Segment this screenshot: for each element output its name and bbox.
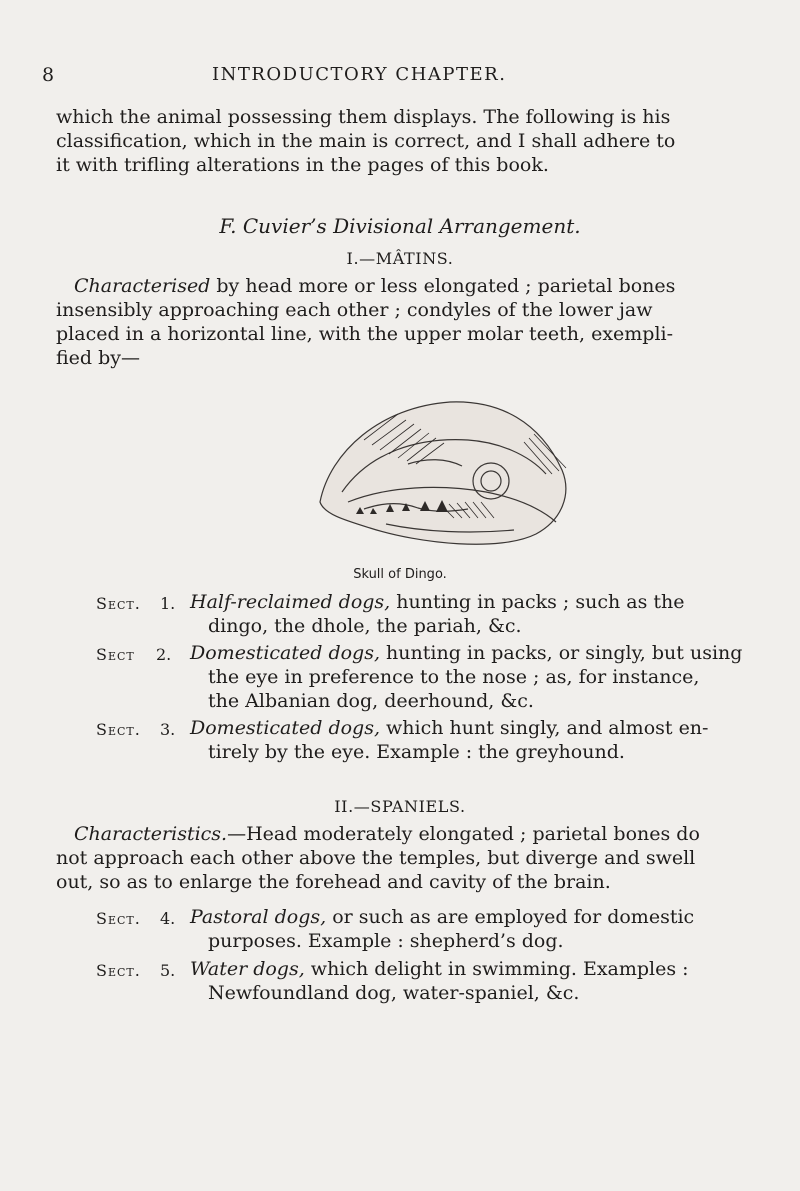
group2-desc-lead: Characteristics. <box>74 823 228 845</box>
section-1-line-2: dingo, the dhole, the pariah, &c. <box>208 615 522 637</box>
section-3-text-1: which hunt singly, and almost en- <box>380 717 709 739</box>
intro-line-1: which the animal possessing them displays. The following is his <box>56 106 671 128</box>
section-2-text-1: hunting in packs, or singly, but using <box>380 642 743 664</box>
figure-caption: Skull of Dingo. <box>353 567 447 582</box>
chapter-title: INTRODUCTORY CHAPTER. <box>212 64 507 85</box>
section-1-number: 1. <box>160 594 176 613</box>
group2-desc-line-1 <box>74 823 756 846</box>
group1-title: I.—MÂTINS. <box>346 249 454 268</box>
dingo-skull-figure <box>300 382 590 552</box>
group2-desc-line-3: out, so as to enlarge the forehead and cavity of the brain. <box>56 871 611 893</box>
section-2-line-3: the Albanian dog, deerhound, &c. <box>208 690 534 712</box>
section-5-lead: Water dogs, <box>190 958 305 980</box>
group1-desc-lead: Characterised <box>74 275 211 297</box>
section-2-line-2: the eye in preference to the nose ; as, for instance, <box>208 666 700 688</box>
section-5-line-2: Newfoundland dog, water-spaniel, &c. <box>208 982 580 1004</box>
section-5-text-1: which delight in swimming. Examples : <box>304 958 689 980</box>
section-5-number: 5. <box>160 961 176 980</box>
section-1-label: Sect. <box>96 594 141 613</box>
running-head <box>42 64 742 88</box>
section-4-number: 4. <box>160 909 176 928</box>
section-2-number: 2. <box>156 645 172 664</box>
section-1-lead: Half-reclaimed dogs, <box>190 591 391 613</box>
section-heading: F. Cuvier’s Divisional Arrangement. <box>219 214 581 238</box>
section-5-label: Sect. <box>96 961 141 980</box>
group2-title: II.—SPANIELS. <box>334 797 466 816</box>
section-5-line-1 <box>190 958 756 981</box>
section-2-label: Sect <box>96 645 135 664</box>
group1-desc-line-2: insensibly approaching each other ; condyles of the lower jaw <box>56 299 653 321</box>
intro-line-3: it with trifling alterations in the pages of this book. <box>56 154 549 176</box>
page-number: 8 <box>42 64 55 86</box>
group1-desc-line-3: placed in a horizontal line, with the upper molar teeth, exempli- <box>56 323 674 345</box>
section-3-label: Sect. <box>96 720 141 739</box>
group1-desc-line-1 <box>74 275 756 298</box>
section-4-label: Sect. <box>96 909 141 928</box>
skull-icon <box>300 382 590 552</box>
section-3-number: 3. <box>160 720 176 739</box>
section-1-line-1 <box>190 591 756 614</box>
section-2-lead: Domesticated dogs, <box>190 642 380 664</box>
group1-desc-line-4: fied by— <box>56 347 141 369</box>
section-4-lead: Pastoral dogs, <box>190 906 327 928</box>
section-3-line-1 <box>190 717 756 740</box>
group2-desc-text-1: —Head moderately elongated ; parietal bones do <box>227 823 700 845</box>
section-3-lead: Domesticated dogs, <box>190 717 380 739</box>
section-4-text-1: or such as are employed for domestic <box>326 906 695 928</box>
section-3-line-2: tirely by the eye. Example : the greyhound. <box>208 741 625 763</box>
group2-desc-line-2: not approach each other above the temples, but diverge and swell <box>56 847 696 869</box>
intro-line-2: classification, which in the main is correct, and I shall adhere to <box>56 130 676 152</box>
section-1-text-1: hunting in packs ; such as the <box>390 591 685 613</box>
section-4-line-1 <box>190 906 756 929</box>
section-2-line-1 <box>190 642 756 665</box>
group1-desc-text-1: by head more or less elongated ; parietal bones <box>210 275 676 297</box>
section-4-line-2: purposes. Example : shepherd’s dog. <box>208 930 564 952</box>
